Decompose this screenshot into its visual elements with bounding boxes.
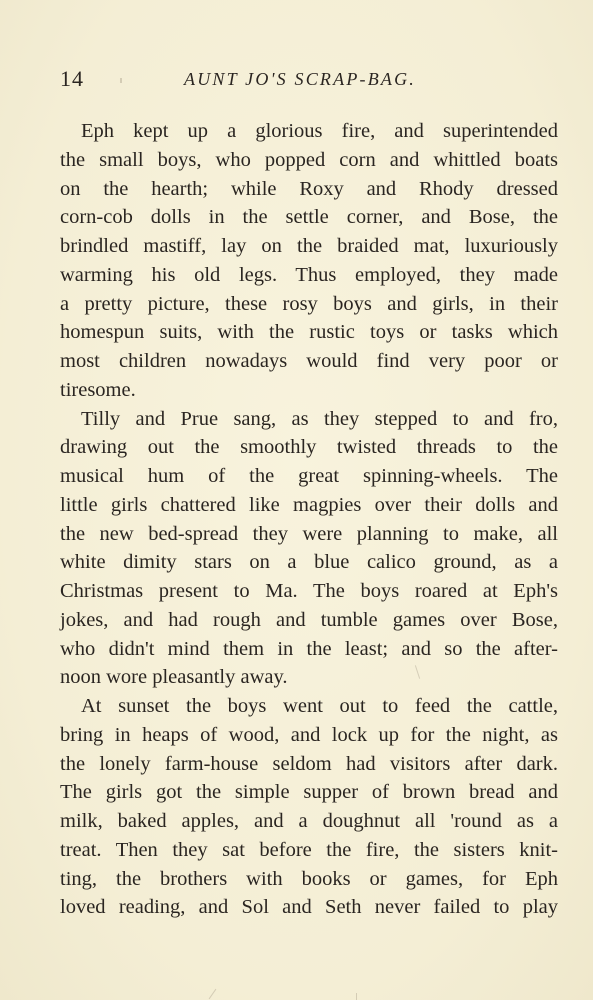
text-line: warming his old legs. Thus employed, they made	[60, 263, 558, 286]
text-line: bring in heaps of wood, and lock up for the night, as	[60, 723, 558, 746]
text-line: homespun suits, with the rustic toys or tasks which	[60, 321, 558, 344]
text-line: Eph kept up a glorious fire, and superintended	[81, 120, 558, 142]
paper-speck	[356, 993, 357, 1000]
text-line: the new bed-spread they were planning to make, all	[60, 522, 558, 545]
body-text	[60, 117, 558, 922]
text-line: on the hearth; while Roxy and Rhody dressed	[60, 177, 558, 200]
text-line: loved reading, and Sol and Seth never failed to play	[60, 896, 558, 919]
text-line: treat. Then they sat before the fire, the sisters knit-	[60, 838, 558, 861]
text-line: Christmas present to Ma. The boys roared at Eph's	[60, 580, 558, 602]
text-line: The girls got the simple supper of brown bread and	[60, 781, 558, 804]
text-line: most children nowadays would find very poor or	[60, 350, 558, 372]
text-line: ting, the brothers with books or games, for Eph	[60, 867, 558, 890]
text-line: At sunset the boys went out to feed the cattle,	[81, 695, 558, 717]
text-line: white dimity stars on a blue calico ground, as a	[60, 551, 558, 574]
text-line: a pretty picture, these rosy boys and girls, in their	[60, 292, 558, 315]
text-line: the small boys, who popped corn and whittled boats	[60, 148, 558, 171]
page-header	[0, 64, 593, 94]
text-line: jokes, and had rough and tumble games over Bose,	[60, 608, 558, 631]
text-line: drawing out the smoothly twisted threads to the	[60, 436, 558, 459]
text-line: who didn't mind them in the least; and so the after-	[60, 637, 558, 660]
text-line: noon wore pleasantly away.	[60, 666, 288, 689]
text-line: Tilly and Prue sang, as they stepped to and fro,	[81, 407, 558, 430]
text-line: little girls chattered like magpies over their dolls and	[60, 493, 558, 516]
running-head: AUNT JO'S SCRAP-BAG.	[184, 69, 416, 89]
text-line: corn-cob dolls in the settle corner, and Bose, the	[60, 206, 558, 229]
page-number: 14	[60, 66, 84, 91]
text-line: tiresome.	[60, 378, 136, 401]
text-line: milk, baked apples, and a doughnut all 'round as a	[60, 810, 558, 832]
text-line: brindled mastiff, lay on the braided mat, luxuriously	[60, 235, 558, 257]
text-line: musical hum of the great spinning-wheels. The	[60, 465, 558, 487]
text-line: the lonely farm-house seldom had visitors after dark.	[60, 752, 558, 775]
paper-speck	[209, 989, 217, 999]
